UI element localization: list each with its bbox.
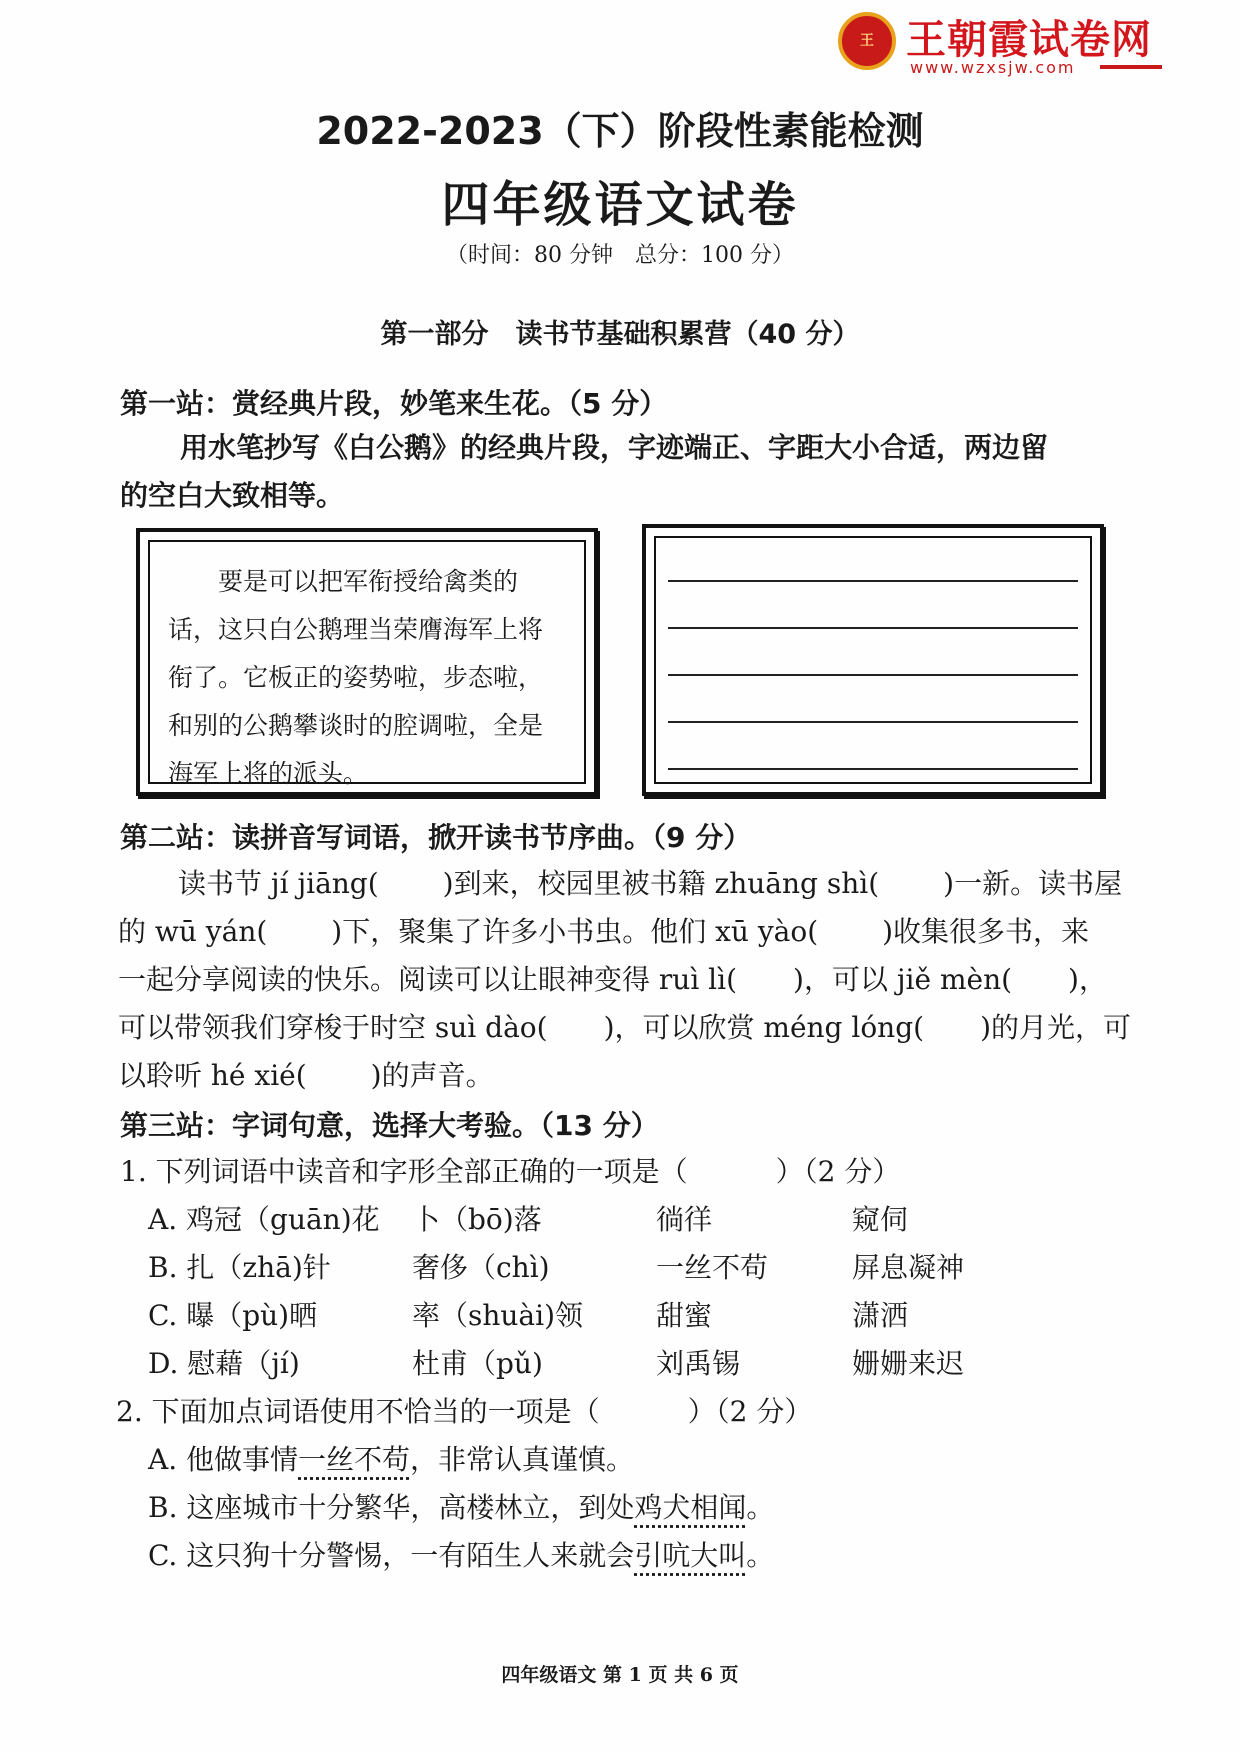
- logo-name: 王朝霞试卷网: [906, 17, 1152, 63]
- q1-option-c[interactable]: C. 曝（pù)晒: [148, 1299, 318, 1332]
- q1-option-b-word2: 奢侈（chì): [412, 1251, 550, 1284]
- logo-url: www.wzxsjw.com: [910, 58, 1076, 77]
- dotted-word: 鸡犬相闻: [634, 1491, 747, 1524]
- q1-option-a-word3: 徜徉: [656, 1203, 713, 1236]
- q1-option-b-word3: 一丝不苟: [656, 1251, 769, 1284]
- q2-option-a[interactable]: A. 他做事情一丝不苟，非常认真谨慎。: [148, 1443, 635, 1476]
- q1-option-b[interactable]: B. 扎（zhā)针: [148, 1251, 331, 1284]
- page-footer: 四年级语文 第 1 页 共 6 页: [501, 1664, 739, 1686]
- site-logo: [838, 8, 1168, 77]
- excerpt-line: 话，这只白公鹅理当荣膺海军上将: [168, 615, 544, 644]
- part-title: 第一部分 读书节基础积累营（40 分）: [380, 319, 860, 350]
- dotted-word: 引吭大叫: [634, 1539, 747, 1572]
- excerpt-line: 要是可以把军衔授给禽类的: [218, 567, 519, 596]
- pinyin-passage: 读书节 jí jiāng( )到来，校园里被书籍 zhuāng shì( )一新。读书屋 的 wū yán( )下，聚集了许多小书虫。他们 xū yào( )收集很多书，来 一起分享阅读的快乐。阅读可以让眼神变得 ruì lì( )，可以 jiě mèn( )， 可以带领我们穿梭于时空 suì dào( )，可以欣赏 méng lóng( )的月光，可 以聆听 hé xié( )的声音。: [118, 867, 1131, 1092]
- excerpt-line: 海军上将的派头。: [168, 759, 369, 788]
- excerpt-text: [148, 540, 586, 798]
- q1-option-c-word3: 甜蜜: [656, 1299, 713, 1332]
- question-2: 2. 下面加点词语使用不恰当的一项是（ ）（2 分）: [116, 1395, 813, 1428]
- excerpt-line: 衔了。它板正的姿势啦，步态啦，: [168, 663, 544, 692]
- q1-option-b-word4: 屏息凝神: [852, 1251, 965, 1284]
- writing-line[interactable]: [668, 580, 1078, 582]
- q1-option-a[interactable]: A. 鸡冠（guān)花: [148, 1203, 380, 1236]
- excerpt-line: 和别的公鹅攀谈时的腔调啦，全是: [168, 711, 544, 740]
- station2-title: 第二站：读拼音写词语，掀开读书节序曲。（9 分）: [120, 821, 752, 854]
- dotted-word: 一丝不苟: [298, 1443, 411, 1476]
- station1-instruction-2: 的空白大致相等。: [120, 479, 345, 512]
- q1-option-c-word2: 率（shuài)领: [412, 1299, 584, 1332]
- writing-line[interactable]: [668, 768, 1078, 770]
- exam-meta: （时间：80 分钟 总分：100 分）: [446, 243, 794, 268]
- station1-instruction-1: 用水笔抄写《白公鹅》的经典片段，字迹端正、字距大小合适，两边留: [180, 431, 1049, 464]
- q1-option-a-word2: 卜（bō)落: [412, 1203, 542, 1236]
- writing-line[interactable]: [668, 674, 1078, 676]
- excerpt-box: [136, 528, 598, 796]
- writing-line[interactable]: [668, 627, 1078, 629]
- q1-option-d[interactable]: D. 慰藉（jí): [148, 1347, 300, 1380]
- exam-subtitle: 四年级语文试卷: [441, 177, 799, 233]
- q1-option-c-word4: 潇洒: [852, 1299, 909, 1332]
- exam-title: 2022-2023（下）阶段性素能检测: [316, 109, 924, 153]
- station3-title: 第三站：字词句意，选择大考验。（13 分）: [120, 1109, 659, 1142]
- copy-box[interactable]: [642, 524, 1104, 796]
- q1-option-d-word2: 杜甫（pǔ): [412, 1347, 543, 1380]
- q1-option-d-word4: 姗姗来迟: [852, 1347, 965, 1380]
- question-1: 1. 下列词语中读音和字形全部正确的一项是（ ）（2 分）: [120, 1155, 901, 1188]
- q2-option-c[interactable]: C. 这只狗十分警惕，一有陌生人来就会引吭大叫。: [148, 1539, 775, 1572]
- q1-option-a-word4: 窥伺: [852, 1203, 909, 1236]
- station1-title: 第一站：赏经典片段，妙笔来生花。（5 分）: [120, 387, 668, 420]
- q1-option-d-word3: 刘禹锡: [656, 1347, 741, 1380]
- writing-line[interactable]: [668, 721, 1078, 723]
- q2-option-b[interactable]: B. 这座城市十分繁华，高楼林立，到处鸡犬相闻。: [148, 1491, 775, 1524]
- seal-icon: 王: [838, 12, 896, 70]
- logo-divider: [1100, 65, 1162, 69]
